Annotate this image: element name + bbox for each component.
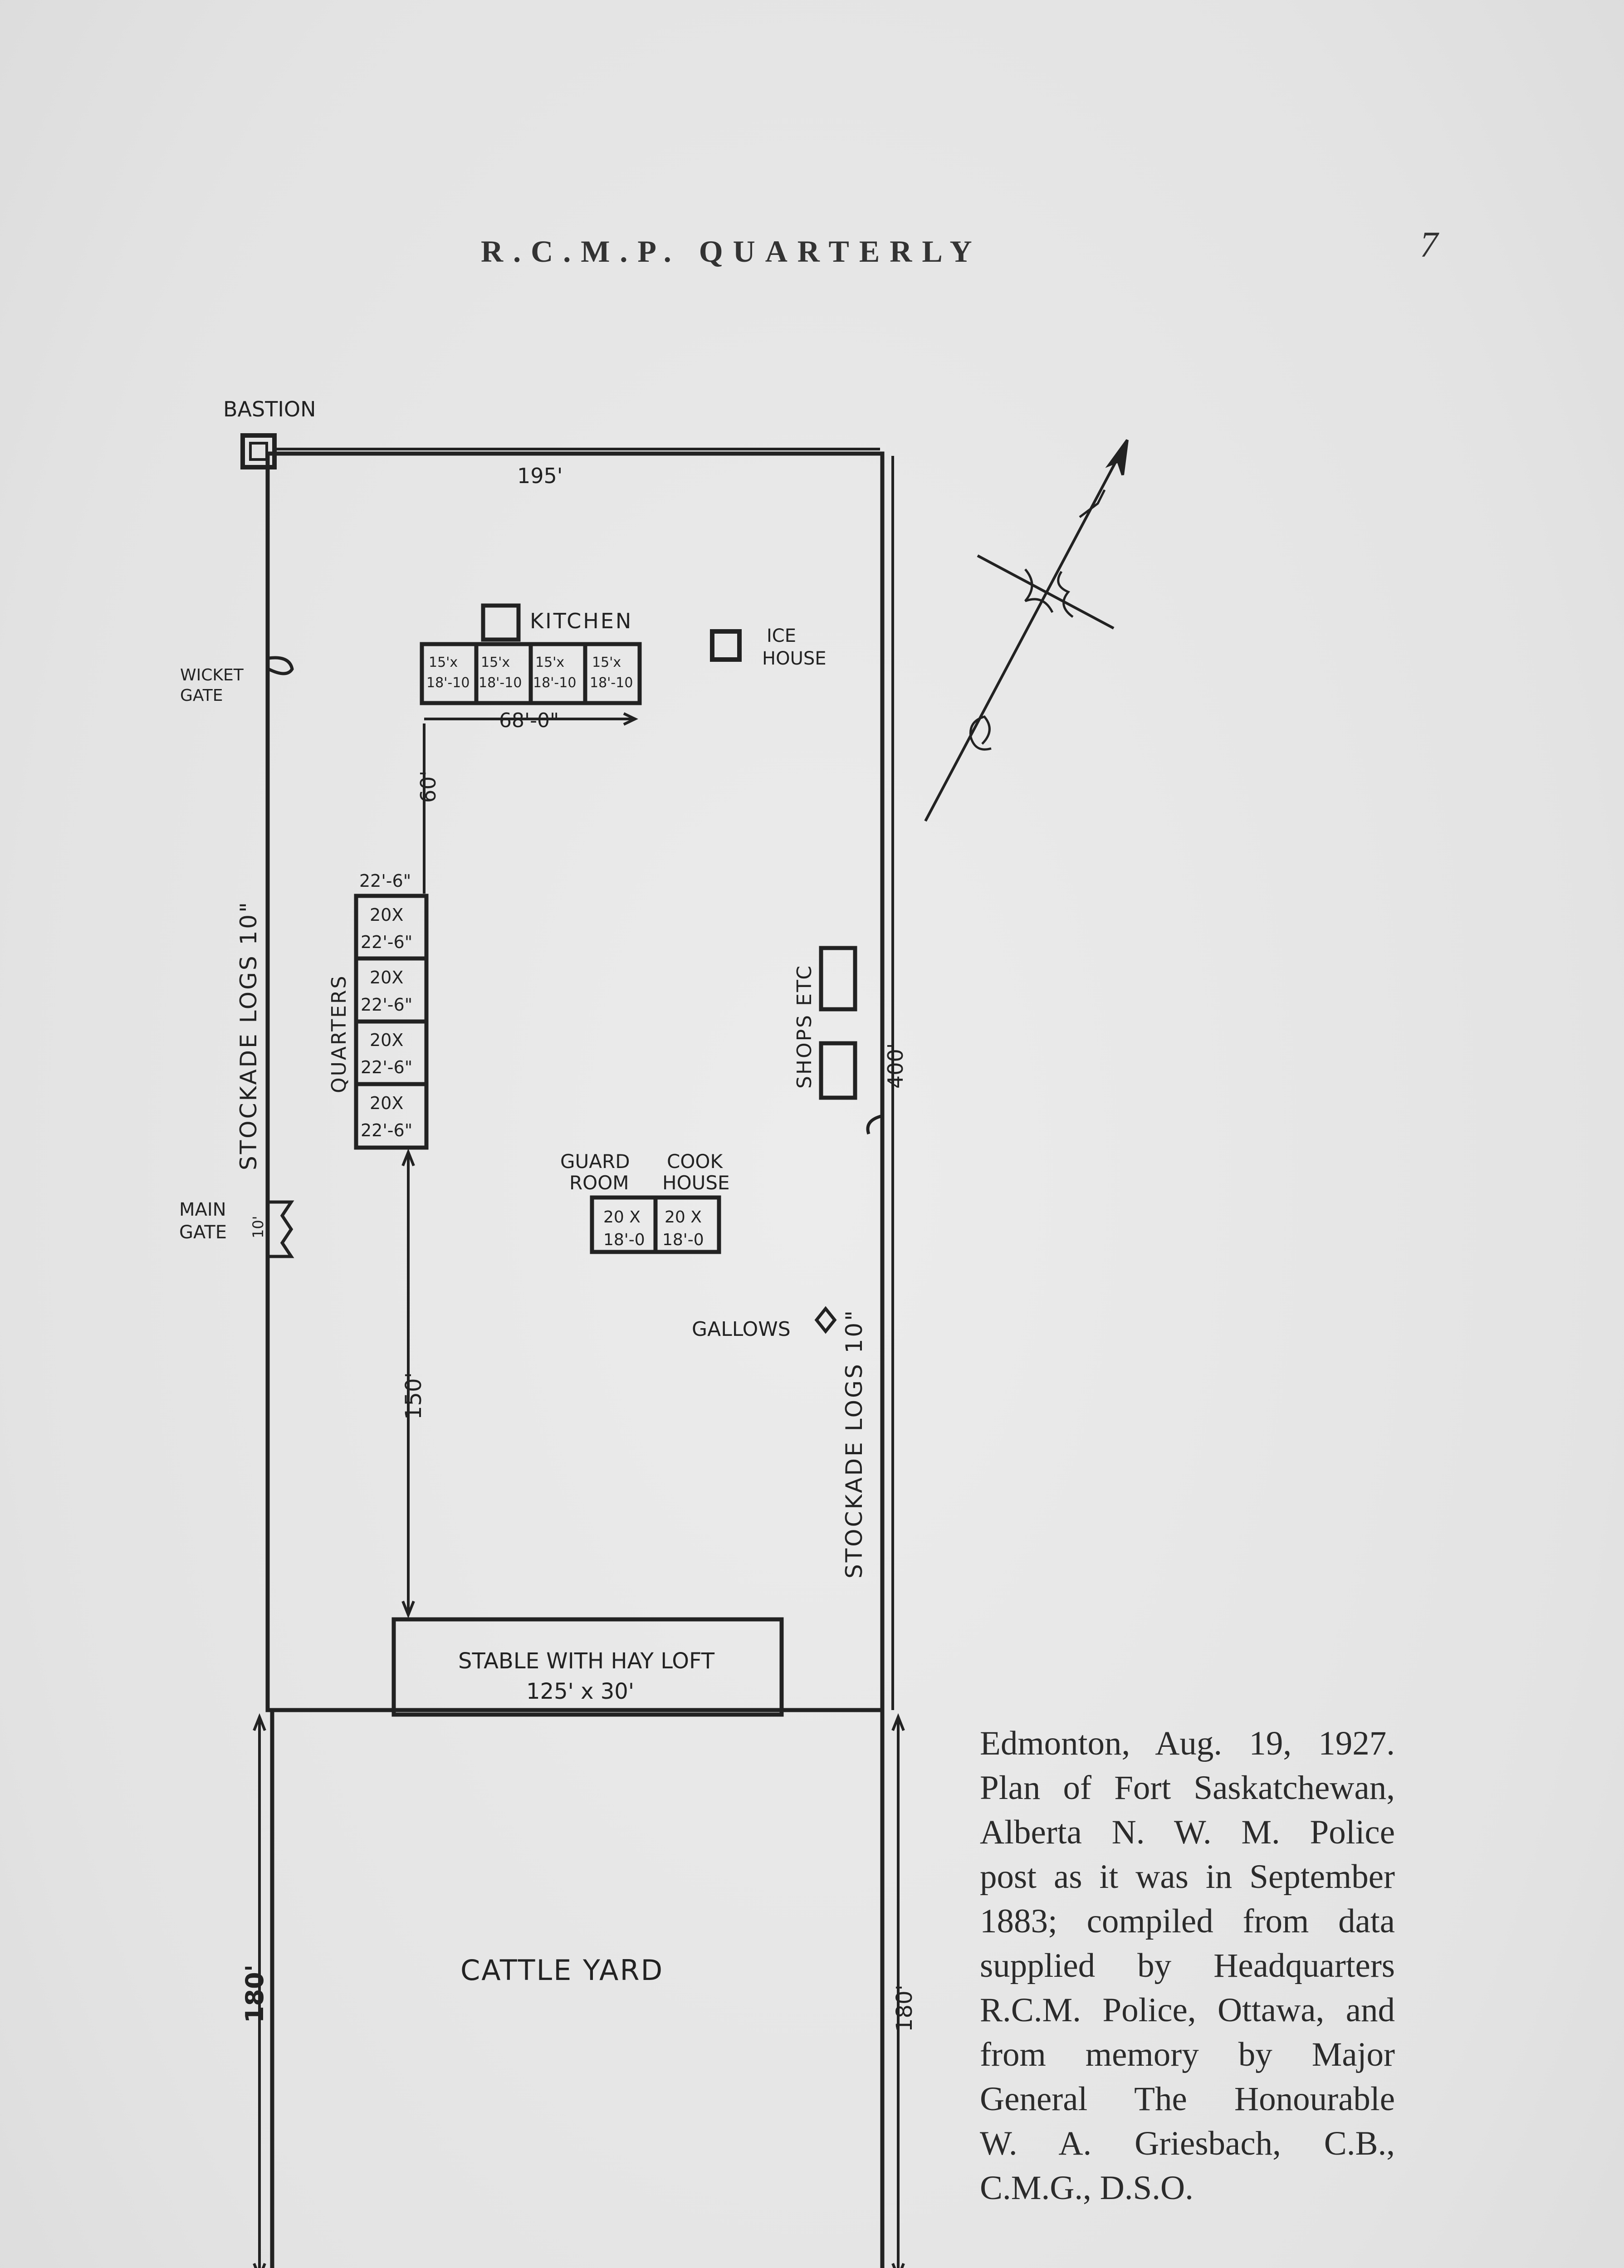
caption-line: supplied by Headquarters [980,1947,1395,1984]
main-gate [269,1202,291,1256]
dimension-60: 60' [416,770,440,803]
caption-line: 1883; compiled from data [980,1902,1395,1940]
shops-label: SHOPS ETC [793,964,816,1089]
stockade-right-label: STOCKADE LOGS 10" [841,1308,867,1579]
wicket-gate [269,658,292,674]
kitchen-room-2-a: 15'x [481,655,510,670]
main-gate-label-2: GATE [179,1222,227,1243]
guard-room-dim-b: 18'-0 [603,1231,645,1249]
main-gate-label-1: MAIN [179,1199,226,1220]
caption-line: post as it was in September [980,1858,1395,1896]
quarters-room-4-a: 20X [370,1093,404,1113]
guard-room-dim-a: 20 X [603,1208,641,1227]
caption-line: W. A. Griesbach, C.B., [980,2125,1395,2162]
cattle-yard-label: CATTLE YARD [460,1954,664,1987]
kitchen-room-3-b: 18'-10 [533,675,577,691]
cook-house-label-2: HOUSE [662,1172,730,1194]
shop-building-1 [821,948,855,1009]
kitchen-room-2-b: 18'-10 [479,675,522,691]
cook-house-dim-b: 18'-0 [662,1231,704,1249]
quarters-room-2-b: 22'-6" [361,995,413,1015]
cook-house-label-1: COOK [667,1150,723,1173]
caption-line: R.C.M. Police, Ottawa, and [980,1991,1395,2029]
gallows-symbol [817,1309,835,1331]
kitchen-chimney [483,606,519,640]
ice-house [712,631,739,660]
stockade-left-label: STOCKADE LOGS 10" [235,900,262,1170]
bastion-label: BASTION [223,397,316,421]
wicket-gate-label-1: WICKET [180,666,244,684]
caption-line: from memory by Major [980,2036,1395,2073]
main-gate-width: 10' [249,1216,267,1238]
gallows-label: GALLOWS [692,1318,791,1341]
yard-right-dimension: 180' [892,1984,917,2032]
kitchen-room-4-a: 15'x [592,655,621,670]
quarters-top-dimension: 22'-6" [359,871,411,891]
quarters-room-1-a: 20X [370,905,404,925]
wicket-gate-label-2: GATE [180,686,223,705]
ice-house-label-1: ICE [767,626,796,646]
caption-line: C.M.G., D.S.O. [980,2169,1194,2207]
stable-label-2: 125' x 30' [526,1679,635,1704]
ice-house-label-2: HOUSE [762,648,827,669]
guard-room-label-1: GUARD [560,1150,630,1173]
yard-left-dimension: 180' [240,1964,269,2023]
kitchen-width-dimension: 68'-0" [499,709,559,732]
quarters-room-3-a: 20X [370,1030,404,1050]
quarters-room-2-a: 20X [370,968,404,987]
running-header: R.C.M.P. QUARTERLY [481,234,982,269]
plan-description [980,1721,1395,2210]
kitchen-room-1-b: 18'-10 [426,675,470,691]
cook-house-dim-a: 20 X [665,1208,702,1227]
top-dimension: 195' [517,464,563,488]
kitchen-room-4-b: 18'-10 [590,675,633,691]
quarters-label: QUARTERS [328,974,351,1093]
page-number: 7 [1420,225,1438,265]
quarters-room-4-b: 22'-6" [361,1120,413,1140]
dimension-150: 150' [401,1372,426,1420]
guard-room-label-2: ROOM [569,1172,629,1194]
quarters-room-3-b: 22'-6" [361,1057,413,1077]
dimension-400: 400' [883,1043,908,1089]
kitchen-room-1-a: 15'x [429,655,458,670]
caption-line: Plan of Fort Saskatchewan, [980,1769,1395,1807]
stable-label-1: STABLE WITH HAY LOFT [458,1648,715,1674]
quarters-room-1-b: 22'-6" [361,932,413,952]
caption-line: General The Honourable [980,2080,1395,2118]
caption-line: Alberta N. W. M. Police [980,1813,1395,1851]
kitchen-label: KITCHEN [530,609,633,633]
cattle-yard-fence [272,1710,882,2268]
north-arrow [925,440,1127,821]
shop-building-2 [821,1043,855,1098]
kitchen-room-3-a: 15'x [535,655,565,670]
caption-line: Edmonton, Aug. 19, 1927. [980,1725,1395,1762]
